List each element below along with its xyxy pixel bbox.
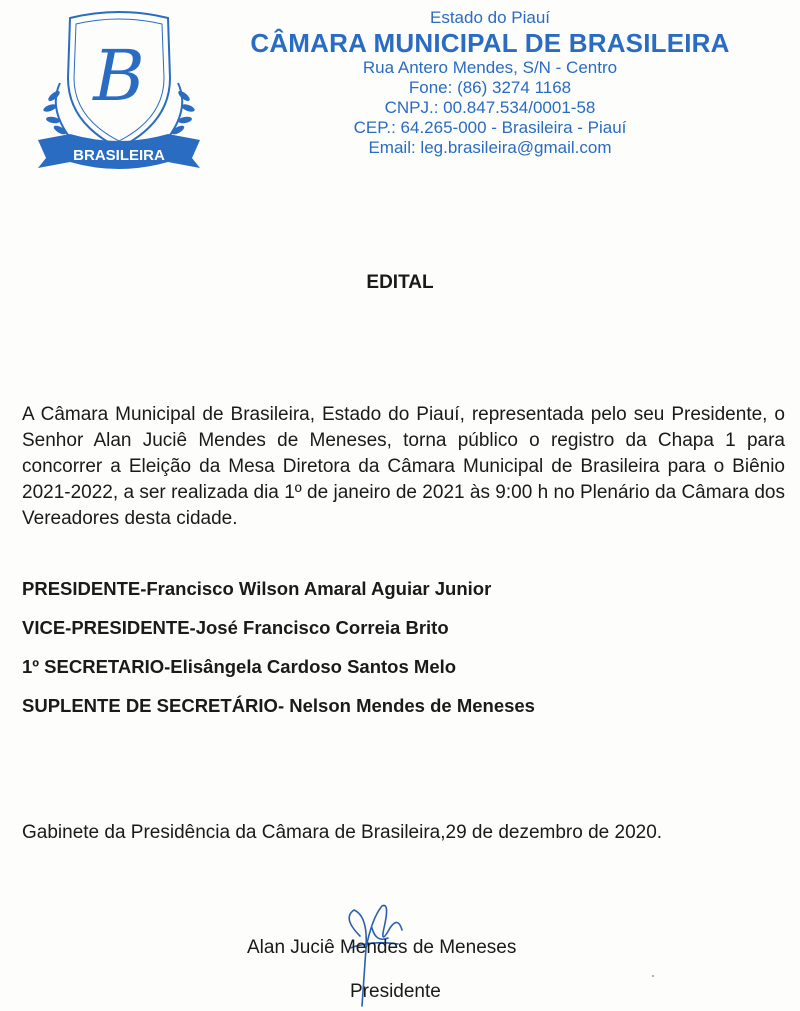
cnpj-line: CNPJ.: 00.847.534/0001-58 — [384, 98, 596, 117]
email-line: Email: leg.brasileira@gmail.com — [368, 138, 612, 157]
letterhead — [220, 8, 760, 158]
member-first-secretary: 1º SECRETARIO-Elisângela Cardoso Santos Melo — [22, 656, 457, 677]
cep-line: CEP.: 64.265-000 - Brasileira - Piauí — [353, 118, 627, 137]
signer-role: Presidente — [350, 981, 441, 1002]
organization-name: CÂMARA MUNICIPAL DE BRASILEIRA — [250, 28, 730, 58]
document-title: EDITAL — [366, 272, 434, 293]
closing-place-date: Gabinete da Presidência da Câmara de Brasileira,29 de dezembro de 2020. — [22, 822, 663, 843]
municipal-crest-logo — [30, 8, 208, 178]
signer-name: Alan Juciê Mendes de Meneses — [247, 937, 517, 958]
member-president: PRESIDENTE-Francisco Wilson Amaral Aguiar Junior — [22, 578, 492, 599]
members-list — [22, 578, 782, 734]
state-name: Estado do Piauí — [429, 8, 551, 27]
scan-speck — [652, 975, 654, 977]
address-line: Rua Antero Mendes, S/N - Centro — [362, 58, 618, 77]
phone-line: Fone: (86) 3274 1168 — [408, 78, 572, 97]
member-vice-president: VICE-PRESIDENTE-José Francisco Correia Brito — [22, 617, 449, 638]
crest-ribbon-text: BRASILEIRA — [73, 147, 165, 164]
crest-monogram: B — [93, 35, 145, 117]
body-paragraph: A Câmara Municipal de Brasileira, Estado do Piauí, representada pelo seu Presidente, o Senhor Alan Juciê Mendes de Meneses, torna público o registro da Chapa 1 para concorrer a Eleição da Mesa Diretora da Câmara Municipal de Brasileira para o Biênio 2021-2022, a ser realizada dia 1º de janeiro de 2021 às 9:00 h no Plenário da Câmara dos Vereadores desta cidade. — [22, 404, 785, 529]
member-substitute-secretary: SUPLENTE DE SECRETÁRIO- Nelson Mendes de Meneses — [22, 695, 535, 716]
